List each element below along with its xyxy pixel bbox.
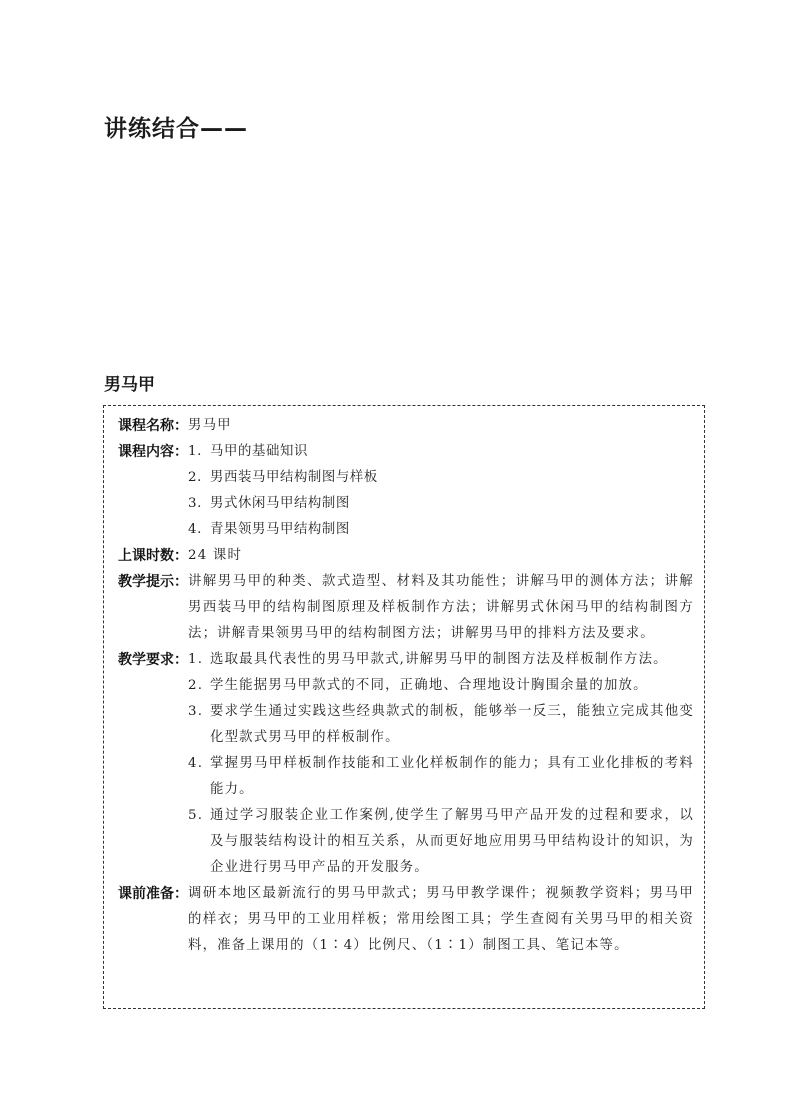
course-content-row bbox=[118, 439, 694, 543]
list-item-text: 男式休闲马甲结构制图 bbox=[210, 496, 350, 511]
course-hours-label: 上课时数： bbox=[118, 548, 188, 564]
list-item-number: 4. bbox=[188, 756, 204, 771]
list-item-number: 1. bbox=[188, 444, 202, 459]
pre-class-prep-label: 课前准备： bbox=[118, 886, 188, 902]
teaching-tips-label: 教学提示： bbox=[118, 574, 188, 590]
list-item bbox=[188, 803, 694, 881]
list-item bbox=[188, 491, 694, 517]
list-item bbox=[188, 751, 694, 803]
teaching-requirements-row bbox=[118, 647, 694, 881]
teaching-tips-row bbox=[118, 569, 694, 647]
list-item-text: 男西装马甲结构制图与样板 bbox=[210, 470, 378, 485]
list-item-number: 2. bbox=[188, 678, 204, 693]
course-content-label: 课程内容： bbox=[118, 444, 188, 460]
section-title: 男马甲 bbox=[104, 375, 155, 395]
course-name-label: 课程名称： bbox=[118, 418, 188, 434]
list-item bbox=[188, 439, 694, 465]
list-item-text: 要求学生通过实践这些经典款式的制板，能够举一反三，能独立完成其他变化型款式男马甲的样板制作。 bbox=[210, 704, 694, 745]
list-item bbox=[188, 699, 694, 751]
course-name-row bbox=[118, 413, 694, 439]
pre-class-prep-row bbox=[118, 881, 694, 959]
list-item-number: 1. bbox=[188, 652, 204, 667]
list-item-text: 青果领男马甲结构制图 bbox=[210, 522, 350, 537]
list-item bbox=[188, 465, 694, 491]
teaching-requirements-label: 教学要求： bbox=[118, 652, 188, 668]
course-hours-value: 24 课时 bbox=[188, 548, 243, 563]
teaching-requirements-list bbox=[188, 647, 694, 881]
list-item-number: 3. bbox=[188, 496, 202, 511]
list-item-number: 2. bbox=[188, 470, 202, 485]
list-item-text: 选取最具代表性的男马甲款式,讲解男马甲的制图方法及样板制作方法。 bbox=[210, 652, 668, 667]
list-item-number: 5. bbox=[188, 808, 204, 823]
list-item-text: 学生能据男马甲款式的不同，正确地、合理地设计胸围余量的加放。 bbox=[210, 678, 648, 693]
list-item bbox=[188, 673, 694, 699]
list-item-number: 3. bbox=[188, 704, 204, 719]
list-item-text: 掌握男马甲样板制作技能和工业化样板制作的能力；具有工业化排板的考料能力。 bbox=[210, 756, 694, 797]
course-hours-row bbox=[118, 543, 694, 569]
pre-class-prep-text: 调研本地区最新流行的男马甲款式；男马甲教学课件；视频教学资料；男马甲的样衣；男马甲的工业用样板；常用绘图工具；学生查阅有关男马甲的相关资料，准备上课用的（1∶4）比例尺、（1∶1）制图工具、笔记本等。 bbox=[188, 886, 694, 953]
list-item-text: 通过学习服装企业工作案例,使学生了解男马甲产品开发的过程和要求，以及与服装结构设计的相互关系，从而更好地应用男马甲结构设计的知识，为企业进行男马甲产品的开发服务。 bbox=[210, 808, 694, 875]
list-item bbox=[188, 517, 694, 543]
list-item-text: 马甲的基础知识 bbox=[210, 444, 308, 459]
course-info-box bbox=[103, 405, 705, 1009]
teaching-tips-text: 讲解男马甲的种类、款式造型、材料及其功能性；讲解马甲的测体方法；讲解男西装马甲的结构制图原理及样板制作方法；讲解男式休闲马甲的结构制图方法；讲解青果领男马甲的结构制图方法；讲解男马甲的排料方法及要求。 bbox=[188, 574, 694, 641]
course-content-list bbox=[188, 439, 694, 543]
page-heading: 讲练结合—— bbox=[104, 116, 248, 142]
list-item bbox=[188, 647, 694, 673]
course-name-value: 男马甲 bbox=[188, 418, 232, 433]
list-item-number: 4. bbox=[188, 522, 202, 537]
